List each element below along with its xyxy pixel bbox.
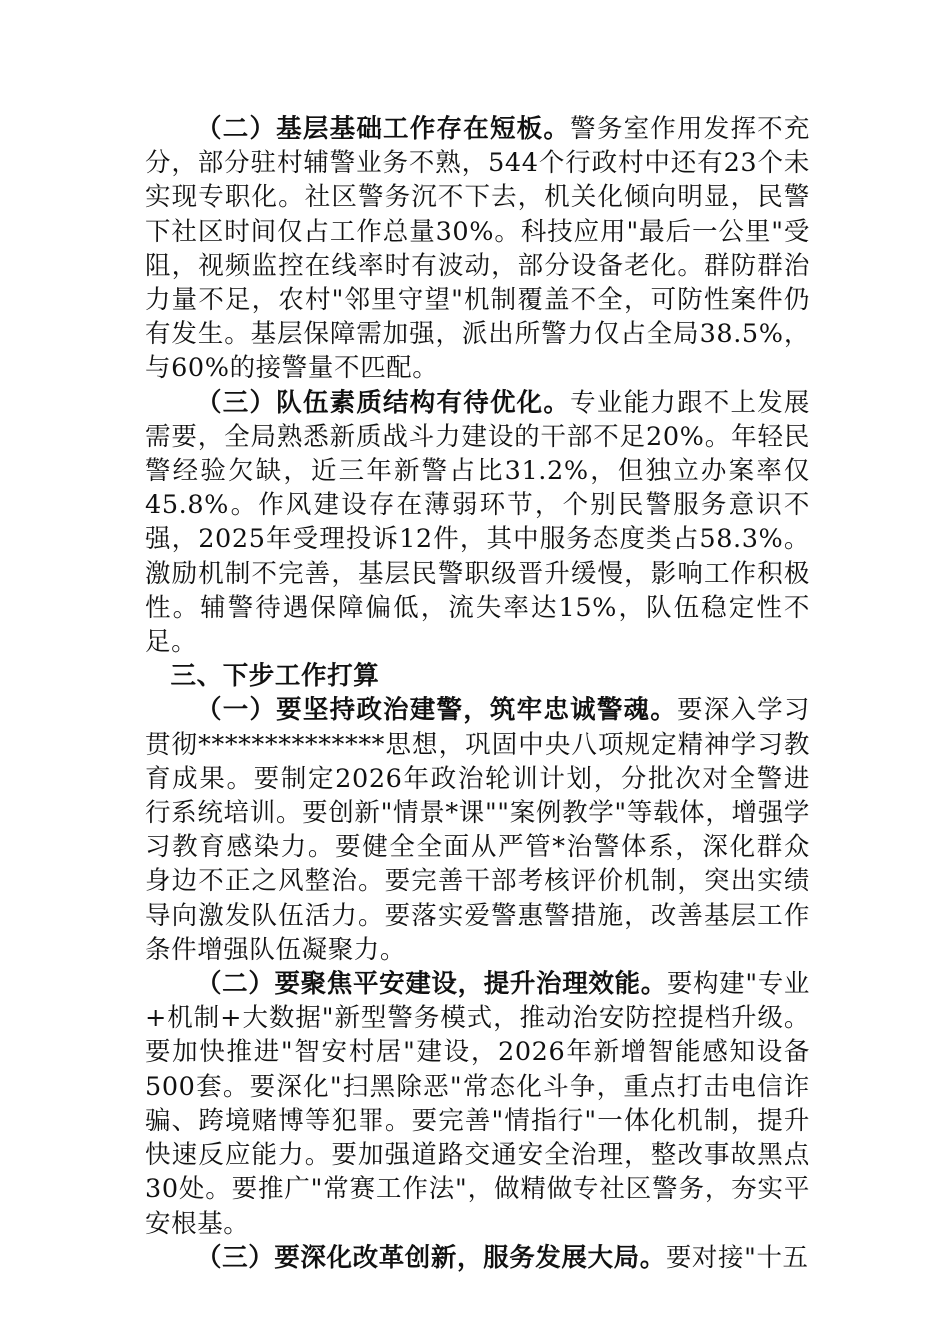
document-page: [145, 112, 810, 1275]
section-heading-next-steps: 三、下步工作打算: [170, 661, 380, 692]
paragraph-body: 专业能力跟不上发展需要，全局熟悉新质战斗力建设的干部不足20%。年轻民警经验欠缺，近三年新警占比31.2%，但独立办案率仅45.8%。作风建设存在薄弱环节，个别民警服务意识不强，2025年受理投诉12件，其中服务态度类占58.3%。激励机制不完善，基层民警职级晋升缓慢，影响工作积极性。辅警待遇保障偏低，流失率达15%，队伍稳定性不足。: [145, 387, 811, 658]
paragraph-body: 要构建"专业+机制+大数据"新型警务模式，推动治安防控提档升级。要加快推进"智安村居"建设，2026年新增智能感知设备500套。要深化"扫黑除恶"常态化斗争，重点打击电信诈骗、跨境赌博等犯罪。要完善"情指行"一体化机制，提升快速反应能力。要加强道路交通安全治理，整改事故黑点30处。要推广"常赛工作法"，做精做专社区警务，夯实平安根基。: [145, 969, 810, 1239]
paragraph-body: 要深入学习贯彻**************思想，巩固中央八项规定精神学习教育成果。要制定2026年政治轮训计划，分批次对全警进行系统培训。要创新"情景*课""案例教学"等载体，增强学习教育感染力。要健全全面从严管*治警体系，深化群众身边不正之风整治。要完善干部考核评价机制，突出实绩导向激发队伍活力。要落实爱警惠警措施，改善基层工作条件增强队伍凝聚力。: [145, 695, 810, 965]
paragraph-lead: （二）基层基础工作存在短板。: [196, 114, 571, 144]
paragraph-safety-construction: [145, 967, 810, 1241]
paragraph-team-quality: [145, 386, 810, 660]
paragraph-body: 要对接"十五: [665, 1242, 809, 1273]
paragraph-grassroots-foundation: [145, 112, 810, 386]
paragraph-lead: （三）队伍素质结构有待优化。: [196, 387, 571, 418]
paragraph-reform-innovation: [145, 1241, 810, 1275]
paragraph-lead: （一）要坚持政治建警，筑牢忠诚警魂。: [196, 695, 677, 726]
paragraph-lead: （二）要聚焦平安建设，提升治理效能。: [196, 969, 667, 1000]
paragraph-political-building: [145, 693, 810, 967]
paragraph-body: 警务室作用发挥不充分，部分驻村辅警业务不熟，544个行政村中还有23个未实现专职化。社区警务沉不下去，机关化倾向明显，民警下社区时间仅占工作总量30%。科技应用"最后一公里"受阻，视频监控在线率时有波动，部分设备老化。群防群治力量不足，农村"邻里守望"机制覆盖不全，可防性案件仍有发生。基层保障需加强，派出所警力仅占全局38.5%，与60%的接警量不匹配。: [145, 114, 811, 384]
paragraph-lead: （三）要深化改革创新，服务发展大局。: [196, 1242, 666, 1273]
